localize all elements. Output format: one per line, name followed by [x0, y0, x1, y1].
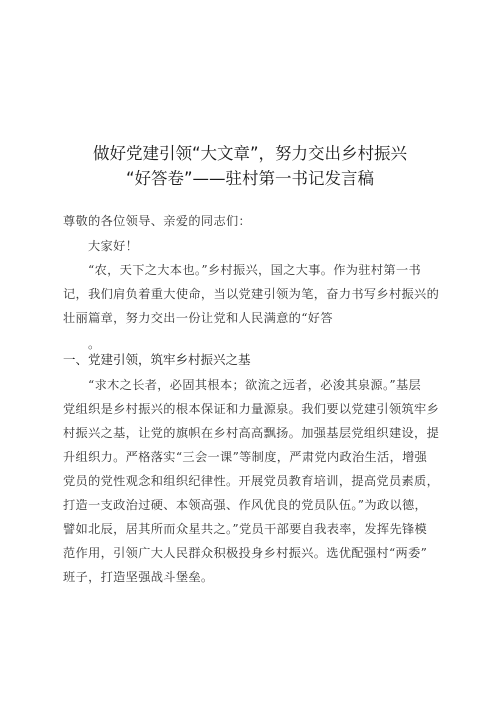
paragraph-line: 譬如北辰，居其所而众星共之。”党员干部要自我表率，发挥先锋模 [63, 522, 428, 536]
section-heading: 一、党建引领，筑牢乡村振兴之基 [63, 352, 251, 367]
paragraph-line: 村振兴之基，让党的旗帜在乡村高高飘扬。加强基层党组织建设，提 [63, 426, 440, 440]
paragraph-line: 打造一支政治过硬、本领高强、作风优良的党员队伍。”为政以德， [63, 498, 428, 512]
salutation: 尊敬的各位领导、亲爱的同志们： [63, 214, 252, 228]
title-line-2: “好答卷”——驻村第一书记发言稿 [125, 169, 375, 188]
intro-line: 。 [88, 337, 101, 351]
paragraph-line: 班子，打造坚强战斗堡垒。 [63, 570, 214, 584]
greeting: 大家好！ [88, 239, 139, 253]
paragraph-line: 升组织力。严格落实“三会一课”等制度，严肃党内政治生活，增强 [63, 450, 428, 464]
intro-line: “农，天下之大本也。”乡村振兴，国之大事。作为驻村第一书 [88, 263, 422, 277]
intro-line: 记，我们肩负着重大使命，当以党建引领为笔，奋力书写乡村振兴的 [63, 287, 440, 301]
intro-line: 壮丽篇章，努力交出一份让党和人民满意的“好答 [63, 311, 333, 325]
paragraph-line: 党员的党性观念和组织纪律性。开展党员教育培训，提高党员素质， [63, 474, 440, 488]
paragraph-line: 党组织是乡村振兴的根本保证和力量源泉。我们要以党建引领筑牢乡 [63, 402, 440, 416]
paragraph-line: 范作用，引领广大人民群众积极投身乡村振兴。选优配强村“两委” [63, 546, 428, 560]
paragraph-line: “求木之长者，必固其根本；欲流之远者，必浚其泉源。”基层 [88, 378, 422, 392]
title-line-1: 做好党建引领“大文章”，努力交出乡村振兴 [92, 144, 408, 163]
